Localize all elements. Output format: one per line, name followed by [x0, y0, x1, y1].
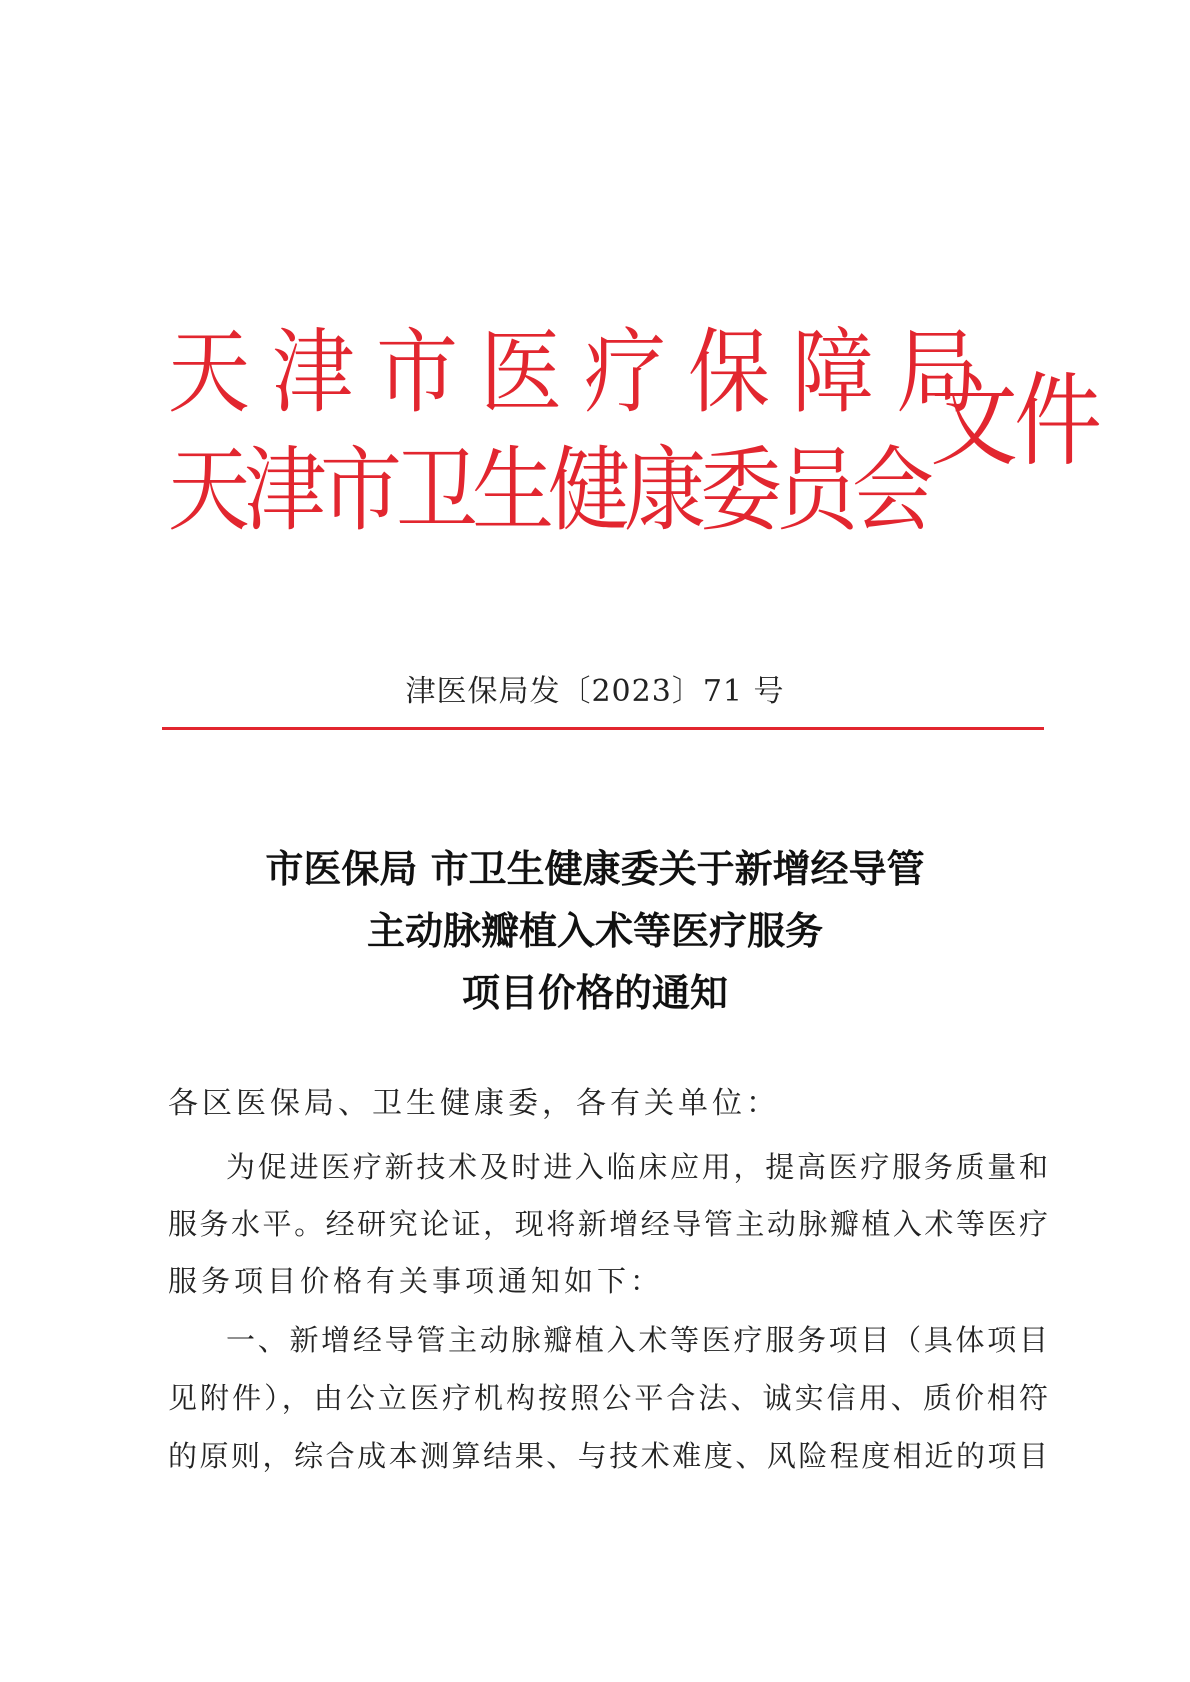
title-line-1: 市医保局 市卫生健康委关于新增经导管 — [265, 847, 925, 891]
red-divider-line — [162, 727, 1044, 730]
body-paragraph-1-line-1: 为促进医疗新技术及时进入临床应用，提高医疗服务质量和 — [226, 1150, 1048, 1184]
document-title — [0, 838, 1190, 1024]
document-type-label: 文件 — [930, 361, 1099, 481]
title-line-3: 项目价格的通知 — [461, 971, 728, 1015]
issuer-name-health-commission: 天津市卫生健康委员会 — [168, 438, 929, 545]
addressee-line: 各区医保局、卫生健康委，各有关单位： — [168, 1086, 780, 1121]
body-paragraph-2-line-1: 一、新增经导管主动脉瓣植入术等医疗服务项目（具体项目 — [226, 1323, 1048, 1357]
body-paragraph-2-line-3: 的原则，综合成本测算结果、与技术难度、风险程度相近的项目 — [168, 1439, 1048, 1473]
issuer-name-medical-security-bureau: 天津市医疗保障局 — [168, 320, 1001, 427]
body-paragraph-2-line-2: 见附件），由公立医疗机构按照公平合法、诚实信用、质价相符 — [168, 1381, 1048, 1415]
document-number: 津医保局发〔2023〕71 号 — [405, 674, 785, 709]
red-masthead — [168, 320, 1099, 570]
body-paragraph-1-line-2: 服务水平。经研究论证，现将新增经导管主动脉瓣植入术等医疗 — [168, 1207, 1048, 1241]
body-paragraph-1-line-3: 服务项目价格有关事项通知如下： — [168, 1264, 664, 1298]
title-line-2: 主动脉瓣植入术等医疗服务 — [366, 909, 823, 953]
